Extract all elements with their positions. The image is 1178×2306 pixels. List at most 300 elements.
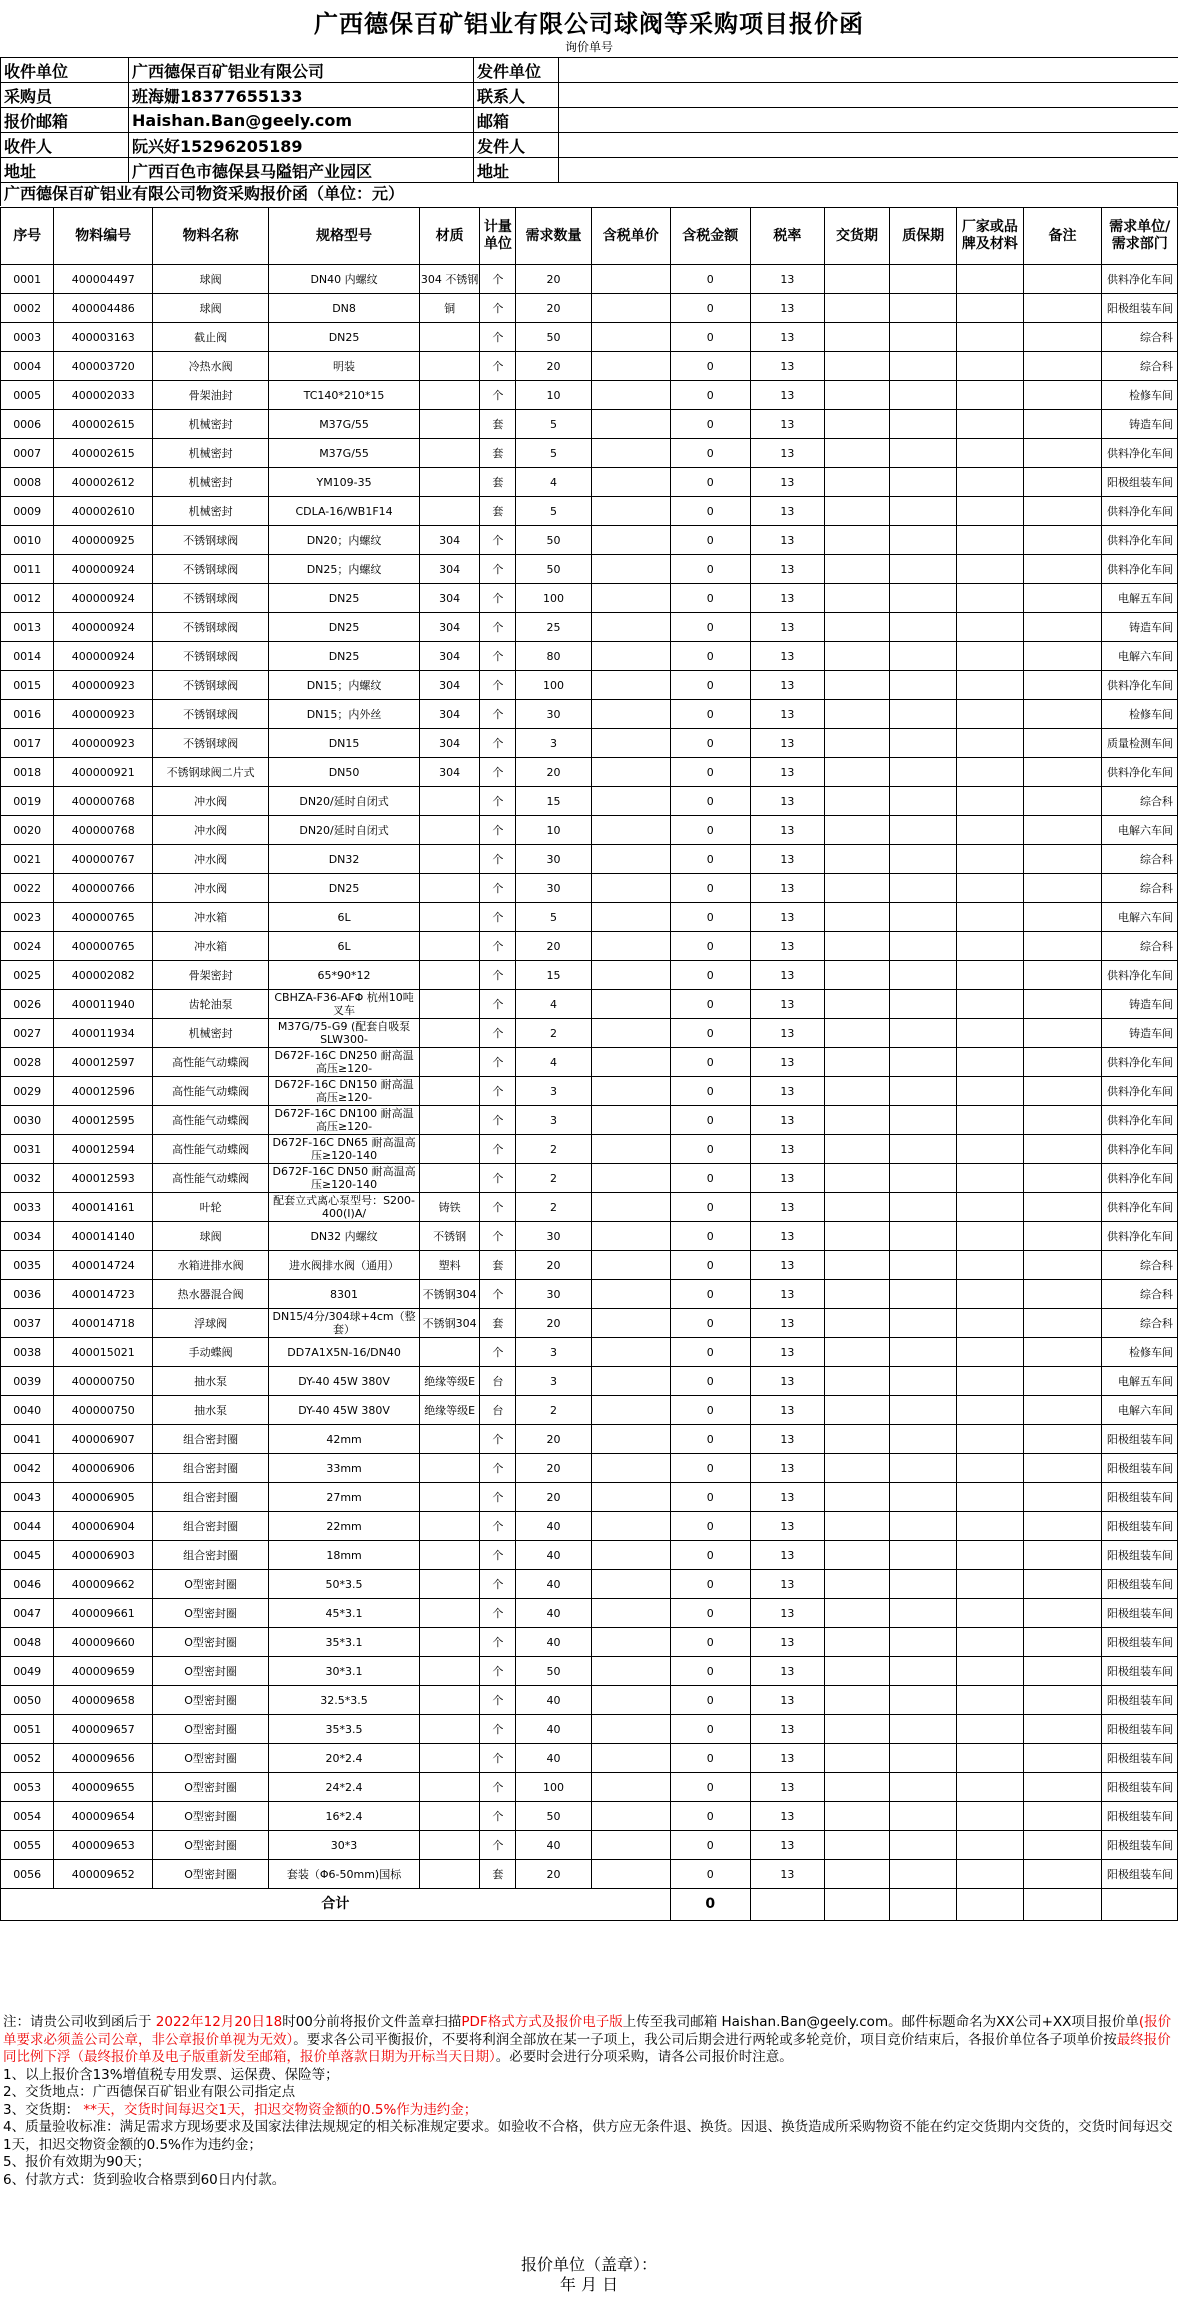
table-cell: 阳极组装车间	[1102, 1773, 1178, 1802]
table-cell	[420, 381, 480, 410]
table-cell: 13	[750, 555, 824, 584]
table-cell	[957, 381, 1023, 410]
table-cell: 0	[670, 352, 750, 381]
table-cell: 20	[516, 932, 591, 961]
table-cell: 0	[670, 265, 750, 294]
table-cell: 不锈钢304	[420, 1280, 480, 1309]
table-cell: DN20；内螺纹	[269, 526, 420, 555]
table-cell	[825, 1367, 890, 1396]
table-cell: 400009653	[54, 1831, 153, 1860]
header-info-label: 采购员	[1, 83, 129, 108]
table-cell	[1023, 1802, 1102, 1831]
column-header: 材质	[420, 208, 480, 265]
table-cell: 33mm	[269, 1454, 420, 1483]
table-cell	[890, 1599, 957, 1628]
table-cell	[957, 1657, 1023, 1686]
table-cell: 个	[480, 1512, 516, 1541]
table-cell: 20	[516, 294, 591, 323]
table-row	[1, 1077, 1178, 1106]
table-cell: 0	[670, 816, 750, 845]
table-cell: 13	[750, 932, 824, 961]
table-cell: 0	[670, 1309, 750, 1338]
table-cell: 套	[480, 497, 516, 526]
table-row	[1, 1860, 1178, 1889]
table-cell: 2	[516, 1396, 591, 1425]
table-cell: 0006	[1, 410, 54, 439]
table-cell: 40	[516, 1512, 591, 1541]
table-cell	[890, 1222, 957, 1251]
table-cell: 0	[670, 410, 750, 439]
table-cell	[1023, 1019, 1102, 1048]
table-cell	[825, 671, 890, 700]
header-info-label2: 地址	[474, 158, 559, 183]
table-cell	[591, 1367, 670, 1396]
table-cell	[420, 1831, 480, 1860]
table-cell	[1023, 381, 1102, 410]
table-cell: 400011940	[54, 990, 153, 1019]
table-cell: 不锈钢球阀	[153, 671, 269, 700]
table-cell: 6L	[269, 903, 420, 932]
table-cell: 阳极组装车间	[1102, 1715, 1178, 1744]
table-cell: 冲水阀	[153, 787, 269, 816]
header-info-value: Haishan.Ban@geely.com	[129, 108, 474, 133]
table-cell	[591, 1338, 670, 1367]
table-cell: 不锈钢304	[420, 1309, 480, 1338]
header-info-value: 广西百色市德保县马隘铝产业园区	[129, 158, 474, 183]
table-cell: 400015021	[54, 1338, 153, 1367]
table-cell	[957, 1541, 1023, 1570]
table-cell: 13	[750, 526, 824, 555]
table-cell: 阳极组装车间	[1102, 294, 1178, 323]
table-cell: 13	[750, 671, 824, 700]
table-cell: 400009662	[54, 1570, 153, 1599]
table-cell: 铜	[420, 294, 480, 323]
table-cell	[591, 642, 670, 671]
table-cell: 抽水泵	[153, 1367, 269, 1396]
table-cell	[825, 1628, 890, 1657]
table-cell: 400009654	[54, 1802, 153, 1831]
table-cell: 13	[750, 874, 824, 903]
table-cell	[1023, 787, 1102, 816]
table-cell: 0	[670, 439, 750, 468]
table-cell	[890, 1541, 957, 1570]
table-cell	[890, 1367, 957, 1396]
table-cell: 400014724	[54, 1251, 153, 1280]
table-cell: 组合密封圈	[153, 1425, 269, 1454]
header-info-value2	[559, 83, 1178, 108]
table-cell: 0032	[1, 1164, 54, 1193]
table-cell: 3	[516, 1077, 591, 1106]
table-cell: 400000923	[54, 729, 153, 758]
table-cell: 0	[670, 787, 750, 816]
table-row	[1, 1338, 1178, 1367]
table-cell: 304	[420, 584, 480, 613]
table-cell	[825, 1570, 890, 1599]
note-validity: 5、报价有效期为90天；	[3, 2154, 151, 2170]
table-cell	[890, 584, 957, 613]
table-cell	[890, 1164, 957, 1193]
table-cell	[591, 961, 670, 990]
column-header: 备注	[1023, 208, 1102, 265]
table-row	[1, 1280, 1178, 1309]
table-cell	[591, 1222, 670, 1251]
table-cell: DN15；内外丝	[269, 700, 420, 729]
table-cell: 0	[670, 1657, 750, 1686]
table-cell	[591, 1048, 670, 1077]
table-cell: 50	[516, 323, 591, 352]
column-header: 计量单位	[480, 208, 516, 265]
table-cell: 304	[420, 555, 480, 584]
table-cell	[957, 816, 1023, 845]
table-cell: 13	[750, 439, 824, 468]
table-cell	[957, 1599, 1023, 1628]
table-cell: 冷热水阀	[153, 352, 269, 381]
table-cell	[957, 1744, 1023, 1773]
note-payment: 6、付款方式：货到验收合格票到60日内付款。	[3, 2171, 286, 2188]
table-cell: 5	[516, 410, 591, 439]
table-cell: 400003163	[54, 323, 153, 352]
table-cell: 10	[516, 816, 591, 845]
table-cell: 400000924	[54, 555, 153, 584]
table-row	[1, 1657, 1178, 1686]
table-cell: 水箱进排水阀	[153, 1251, 269, 1280]
table-cell: 阳极组装车间	[1102, 1599, 1178, 1628]
table-cell: 0018	[1, 758, 54, 787]
table-cell	[420, 816, 480, 845]
table-cell: 检修车间	[1102, 381, 1178, 410]
table-cell: 400014161	[54, 1193, 153, 1222]
table-cell: 高性能气动蝶阀	[153, 1164, 269, 1193]
table-cell: 20	[516, 1251, 591, 1280]
table-cell: O型密封圈	[153, 1570, 269, 1599]
table-cell: 0	[670, 1106, 750, 1135]
table-cell: 30	[516, 874, 591, 903]
table-cell: 13	[750, 1367, 824, 1396]
table-cell	[420, 1454, 480, 1483]
table-cell: 13	[750, 1048, 824, 1077]
table-cell: 400012595	[54, 1106, 153, 1135]
table-cell: 0048	[1, 1628, 54, 1657]
table-row	[1, 874, 1178, 903]
table-cell: 供料净化车间	[1102, 555, 1178, 584]
table-cell: 0011	[1, 555, 54, 584]
table-cell: 个	[480, 1773, 516, 1802]
table-row	[1, 1686, 1178, 1715]
table-cell: 50	[516, 1802, 591, 1831]
note-delivery-time: 3、交货期： **天，交货时间每迟交1天，扣迟交物资金额的0.5%作为违约金；	[3, 2101, 478, 2118]
table-cell: 手动蝶阀	[153, 1338, 269, 1367]
table-cell: 0	[670, 1135, 750, 1164]
table-cell: 0028	[1, 1048, 54, 1077]
table-cell	[1023, 1280, 1102, 1309]
table-cell: 13	[750, 352, 824, 381]
table-cell	[591, 294, 670, 323]
table-cell: 6L	[269, 932, 420, 961]
table-cell: 0023	[1, 903, 54, 932]
table-cell	[890, 1512, 957, 1541]
table-cell	[1023, 497, 1102, 526]
table-cell: 检修车间	[1102, 1338, 1178, 1367]
table-cell	[890, 1744, 957, 1773]
table-cell: 个	[480, 1628, 516, 1657]
table-cell: 检修车间	[1102, 700, 1178, 729]
table-cell	[890, 1657, 957, 1686]
table-cell	[420, 1628, 480, 1657]
table-cell: 400000750	[54, 1396, 153, 1425]
table-cell	[591, 323, 670, 352]
table-cell: 综合科	[1102, 845, 1178, 874]
table-cell	[957, 1425, 1023, 1454]
table-cell: 0001	[1, 265, 54, 294]
table-cell: 阳极组装车间	[1102, 468, 1178, 497]
table-cell	[420, 1802, 480, 1831]
table-cell: 5	[516, 903, 591, 932]
table-cell: 40	[516, 1541, 591, 1570]
table-cell: DN25	[269, 584, 420, 613]
table-cell	[591, 1860, 670, 1889]
table-cell: 13	[750, 1715, 824, 1744]
table-cell: 个	[480, 1483, 516, 1512]
table-cell: DN15/4分/304球+4cm（整套）	[269, 1309, 420, 1338]
table-row	[1, 1570, 1178, 1599]
table-cell: 400002615	[54, 439, 153, 468]
table-cell: 0043	[1, 1483, 54, 1512]
table-cell	[420, 1715, 480, 1744]
table-cell	[957, 642, 1023, 671]
table-subtitle: 广西德保百矿铝业有限公司物资采购报价函（单位：元）	[0, 182, 1178, 206]
table-cell: 个	[480, 642, 516, 671]
header-info-value2	[559, 133, 1178, 158]
table-cell	[957, 265, 1023, 294]
table-cell	[957, 1164, 1023, 1193]
table-cell	[957, 1773, 1023, 1802]
table-cell: 0	[670, 1744, 750, 1773]
table-cell	[957, 1396, 1023, 1425]
table-cell: 个	[480, 1222, 516, 1251]
table-cell: 机械密封	[153, 410, 269, 439]
table-row	[1, 1425, 1178, 1454]
table-cell: 20	[516, 1483, 591, 1512]
table-cell: 100	[516, 1773, 591, 1802]
table-cell: D672F-16C DN250 耐高温高压≥120-	[269, 1048, 420, 1077]
table-cell: 0042	[1, 1454, 54, 1483]
table-cell: 20	[516, 352, 591, 381]
table-row	[1, 932, 1178, 961]
table-cell: 0004	[1, 352, 54, 381]
table-cell	[591, 729, 670, 758]
table-row	[1, 613, 1178, 642]
table-cell	[591, 1309, 670, 1338]
table-cell	[825, 1454, 890, 1483]
table-cell: 0	[670, 961, 750, 990]
table-cell: 0	[670, 1773, 750, 1802]
table-cell	[825, 874, 890, 903]
table-cell: 0	[670, 903, 750, 932]
table-cell: 综合科	[1102, 874, 1178, 903]
table-cell: 13	[750, 1570, 824, 1599]
table-cell	[1023, 584, 1102, 613]
table-cell: 0052	[1, 1744, 54, 1773]
table-cell: 0014	[1, 642, 54, 671]
table-cell	[957, 845, 1023, 874]
table-row	[1, 294, 1178, 323]
table-cell: 个	[480, 584, 516, 613]
table-cell: 0033	[1, 1193, 54, 1222]
table-cell	[957, 1715, 1023, 1744]
table-cell	[825, 1077, 890, 1106]
table-cell	[825, 961, 890, 990]
table-cell: 球阀	[153, 1222, 269, 1251]
table-cell	[591, 468, 670, 497]
table-cell: 304 不锈钢	[420, 265, 480, 294]
table-cell: 0	[670, 1831, 750, 1860]
table-cell	[420, 1106, 480, 1135]
table-cell: 冲水箱	[153, 903, 269, 932]
table-row	[1, 381, 1178, 410]
table-cell: 个	[480, 1193, 516, 1222]
table-row	[1, 961, 1178, 990]
table-cell: 0046	[1, 1570, 54, 1599]
table-cell	[825, 1512, 890, 1541]
table-cell: 13	[750, 1077, 824, 1106]
table-cell	[420, 1048, 480, 1077]
table-cell: 套	[480, 1860, 516, 1889]
table-cell: 13	[750, 1628, 824, 1657]
table-cell	[591, 497, 670, 526]
table-cell: 13	[750, 1338, 824, 1367]
table-cell	[591, 352, 670, 381]
table-cell: 400006904	[54, 1512, 153, 1541]
table-cell	[420, 1570, 480, 1599]
table-cell: 个	[480, 381, 516, 410]
column-header: 需求单位/需求部门	[1102, 208, 1178, 265]
table-cell	[1023, 1570, 1102, 1599]
table-cell: 13	[750, 903, 824, 932]
table-row	[1, 1744, 1178, 1773]
table-cell: O型密封圈	[153, 1599, 269, 1628]
table-cell: 冲水阀	[153, 874, 269, 903]
table-cell	[1023, 613, 1102, 642]
table-cell	[591, 1628, 670, 1657]
column-header: 规格型号	[269, 208, 420, 265]
table-cell: 35*3.5	[269, 1715, 420, 1744]
table-cell: 400009661	[54, 1599, 153, 1628]
table-cell	[890, 1425, 957, 1454]
table-cell: 高性能气动蝶阀	[153, 1077, 269, 1106]
table-cell: 套装（Φ6-50mm)国标	[269, 1860, 420, 1889]
table-cell: 0	[670, 642, 750, 671]
table-cell: 0	[670, 294, 750, 323]
table-cell: 个	[480, 700, 516, 729]
header-info-value: 广西德保百矿铝业有限公司	[129, 58, 474, 83]
table-cell: 个	[480, 1019, 516, 1048]
table-cell: 个	[480, 874, 516, 903]
table-cell: 个	[480, 1802, 516, 1831]
table-cell: 供料净化车间	[1102, 1048, 1178, 1077]
table-cell: 不锈钢球阀二片式	[153, 758, 269, 787]
table-cell: 综合科	[1102, 1280, 1178, 1309]
table-cell	[420, 1164, 480, 1193]
table-cell: 个	[480, 1106, 516, 1135]
table-cell	[890, 1396, 957, 1425]
table-cell: 供料净化车间	[1102, 526, 1178, 555]
table-cell: 0	[670, 1048, 750, 1077]
table-cell: 2	[516, 1135, 591, 1164]
table-cell	[957, 439, 1023, 468]
table-cell: 0054	[1, 1802, 54, 1831]
table-cell: 35*3.1	[269, 1628, 420, 1657]
table-cell	[591, 700, 670, 729]
table-cell	[1023, 1367, 1102, 1396]
table-cell: 个	[480, 758, 516, 787]
table-cell: 400000768	[54, 787, 153, 816]
table-cell: 综合科	[1102, 323, 1178, 352]
table-cell: 400012596	[54, 1077, 153, 1106]
table-cell	[890, 410, 957, 439]
table-cell: 电解六车间	[1102, 816, 1178, 845]
header-info-value: 班海姗18377655133	[129, 83, 474, 108]
table-cell: 400004497	[54, 265, 153, 294]
table-cell	[420, 1019, 480, 1048]
table-cell: 骨架油封	[153, 381, 269, 410]
table-cell: 13	[750, 1512, 824, 1541]
table-cell	[1023, 1251, 1102, 1280]
table-cell: 0	[670, 932, 750, 961]
table-cell: 个	[480, 1831, 516, 1860]
table-cell	[420, 787, 480, 816]
table-cell: 13	[750, 497, 824, 526]
table-cell	[591, 845, 670, 874]
table-cell	[825, 410, 890, 439]
table-cell: 不锈钢球阀	[153, 526, 269, 555]
table-cell: 400000767	[54, 845, 153, 874]
table-row	[1, 1541, 1178, 1570]
table-cell: 20	[516, 1860, 591, 1889]
table-cell	[591, 1193, 670, 1222]
table-cell	[825, 758, 890, 787]
table-cell: 0	[670, 1222, 750, 1251]
table-cell: 0	[670, 497, 750, 526]
table-cell: 0009	[1, 497, 54, 526]
table-cell: 冲水箱	[153, 932, 269, 961]
table-cell: 2	[516, 1019, 591, 1048]
table-cell: 13	[750, 1019, 824, 1048]
table-cell: 电解五车间	[1102, 584, 1178, 613]
header-info-value2	[559, 108, 1178, 133]
table-cell: 供料净化车间	[1102, 961, 1178, 990]
table-cell	[1023, 1773, 1102, 1802]
table-cell: 台	[480, 1367, 516, 1396]
table-cell: 质量检测车间	[1102, 729, 1178, 758]
table-cell: 13	[750, 961, 824, 990]
table-cell: 0	[670, 1802, 750, 1831]
table-cell: 304	[420, 526, 480, 555]
table-cell: 个	[480, 932, 516, 961]
table-cell: 30	[516, 845, 591, 874]
table-cell: 0050	[1, 1686, 54, 1715]
table-cell	[1023, 1686, 1102, 1715]
table-cell: 8301	[269, 1280, 420, 1309]
table-cell: 个	[480, 671, 516, 700]
table-cell	[890, 845, 957, 874]
table-cell	[825, 1019, 890, 1048]
table-cell	[890, 1831, 957, 1860]
table-cell: 高性能气动蝶阀	[153, 1106, 269, 1135]
table-cell: 13	[750, 1802, 824, 1831]
table-cell: 4	[516, 1048, 591, 1077]
table-cell: 不锈钢球阀	[153, 555, 269, 584]
table-cell	[825, 1686, 890, 1715]
